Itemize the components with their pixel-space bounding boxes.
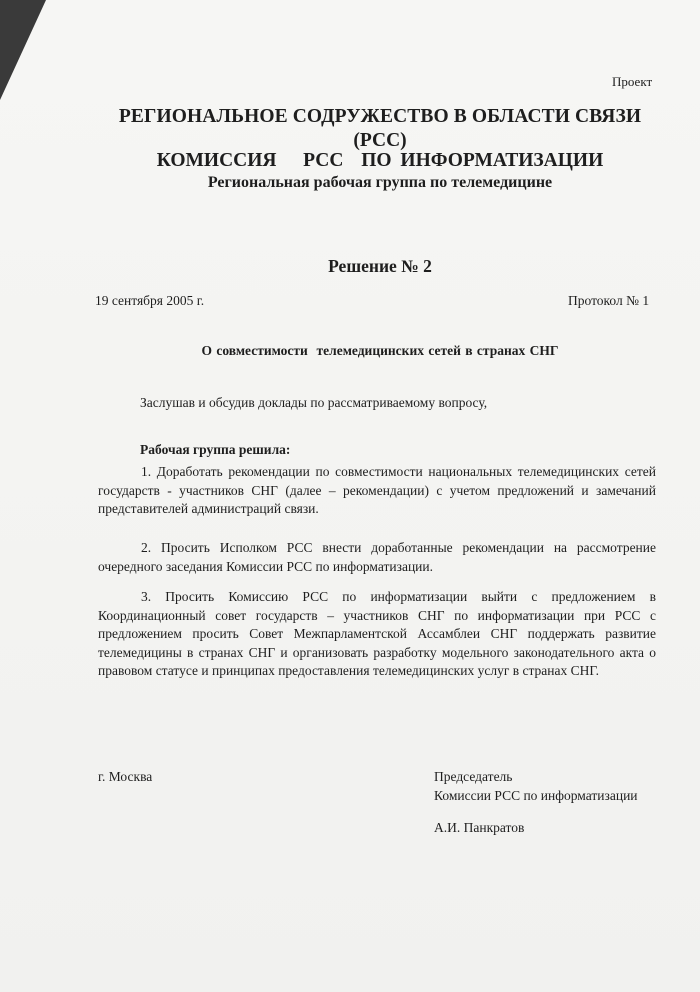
city: г. Москва bbox=[98, 769, 153, 784]
decision-subject: О совместимости телемедицинских сетей в странах СНГ bbox=[201, 343, 559, 358]
chair-title: Председатель bbox=[434, 769, 513, 784]
protocol-number: Протокол № 1 bbox=[568, 293, 650, 308]
working-group-title: Региональная рабочая группа по телемедицине bbox=[207, 174, 553, 191]
signer-name: А.И. Панкратов bbox=[434, 820, 525, 835]
scan-corner-shadow bbox=[0, 0, 46, 100]
resolution-item-1: 1. Доработать рекомендации по совместимости национальных телемедицинских сетей государств - участников СНГ (далее – рекомендации) с учетом предложений и замечаний представителей администраций связи. bbox=[98, 464, 656, 516]
org-title-line2: (РСС) bbox=[353, 130, 407, 151]
chair-commission: Комиссии РСС по информатизации bbox=[434, 788, 638, 803]
intro-text: Заслушав и обсудив доклады по рассматриваемому вопросу, bbox=[140, 395, 488, 410]
org-title-line1: РЕГИОНАЛЬНОЕ СОДРУЖЕСТВО В ОБЛАСТИ СВЯЗИ bbox=[118, 106, 642, 127]
resolution-item-3: 3. Просить Комиссию РСС по информатизации выйти с предложением в Координационный совет государств – участников СНГ по информатизации при РСС с предложением просить Совет Межпарламентской Ассамблеи СНГ поддержать развитие телемедицины в странах СНГ и организовать разработку модельного законодательного акта о правовом статусе и принципах предоставления телемедицинских услуг в странах СНГ. bbox=[98, 589, 656, 678]
draft-label: Проект bbox=[612, 74, 653, 89]
resolved-heading: Рабочая группа решила: bbox=[140, 442, 291, 457]
decision-title: Решение № 2 bbox=[328, 256, 432, 276]
resolution-item-2: 2. Просить Исполком РСС внести доработанные рекомендации на рассмотрение очередного заседания Комиссии РСС по информатизации. bbox=[98, 540, 656, 574]
commission-title: КОМИССИЯ РСС ПО ИНФОРМАТИЗАЦИИ bbox=[156, 150, 604, 171]
decision-date: 19 сентября 2005 г. bbox=[95, 293, 205, 308]
